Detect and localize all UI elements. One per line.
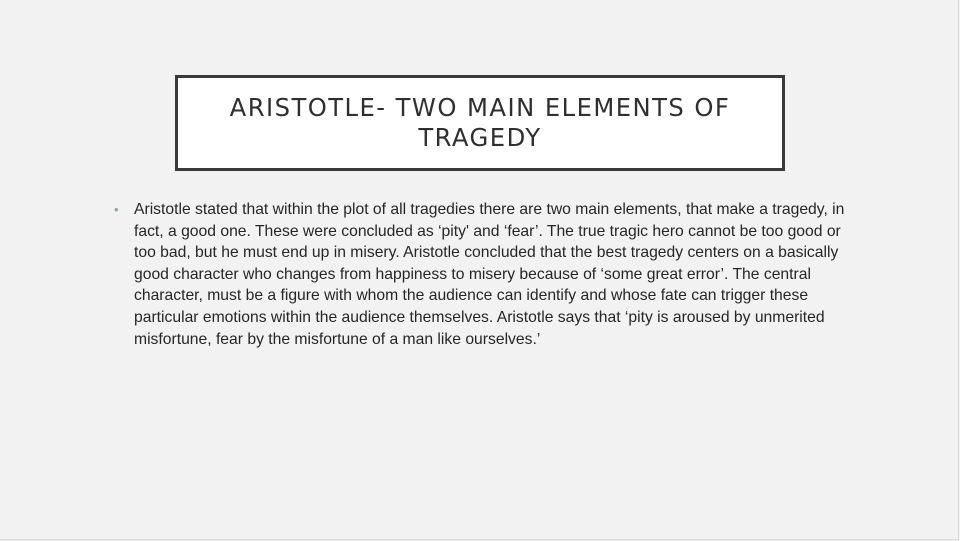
bullet-item bbox=[114, 199, 854, 350]
title-box bbox=[175, 75, 785, 171]
content-area bbox=[114, 199, 854, 350]
bullet-text: Aristotle stated that within the plot of all tragedies there are two main elements, that make a tragedy, in fact, a good one. These were concluded as ‘pity' and ‘fear’. The true tragic hero cannot be too good or too bad, but he must end up in misery. Aristotle concluded that the best tragedy centers on a basically good character who changes from happiness to misery because of ‘some great error’. The central character, must be a figure with whom the audience can identify and whose fate can trigger these particular emotions within the audience themselves. Aristotle says that ‘pity is aroused by unmerited misfortune, fear by the misfortune of a man like ourselves.’ bbox=[134, 201, 845, 348]
bullet-list bbox=[114, 199, 854, 350]
slide-title: ARISTOTLE- TWO MAIN ELEMENTS OF TRAGEDY bbox=[229, 93, 731, 152]
bullet-dot-icon: • bbox=[114, 202, 119, 217]
